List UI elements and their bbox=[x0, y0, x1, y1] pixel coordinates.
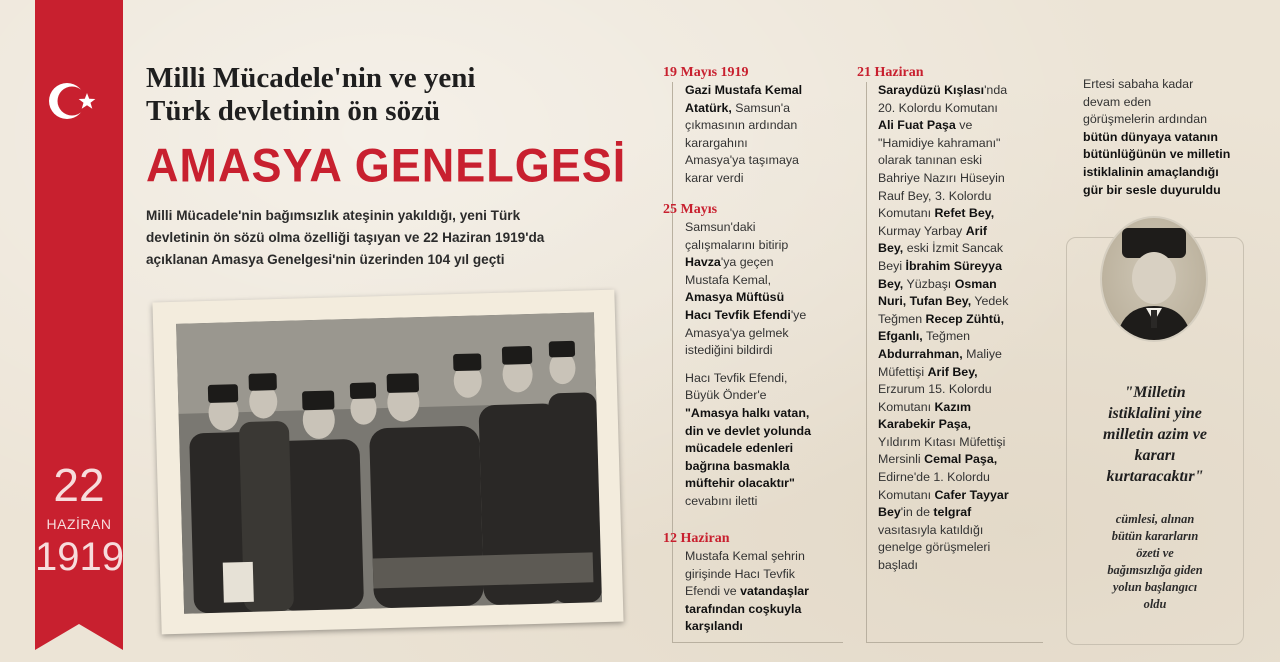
tl-line: tarafından coşkuyla bbox=[685, 601, 802, 616]
intro-paragraph bbox=[146, 205, 586, 271]
tl-line: genelge görüşmeleri bbox=[878, 540, 991, 555]
tl-line: Büyük Önder'e bbox=[685, 388, 767, 403]
quote-caption-line: oldu bbox=[1143, 597, 1167, 611]
tl-line: Efendi ve vatandaşlar bbox=[685, 584, 809, 599]
quote-caption-line: özeti ve bbox=[1136, 546, 1174, 560]
tl-line: karargahını bbox=[685, 135, 748, 150]
tl-line: girişinde Hacı Tevfik bbox=[685, 566, 795, 581]
tl-line: Bey, Yüzbaşı Osman bbox=[878, 276, 997, 291]
tl-line: istediğini bildirdi bbox=[685, 343, 773, 358]
tl-line: Samsun'daki bbox=[685, 220, 756, 234]
subtitle-line-1: Milli Mücadele'nin ve yeni bbox=[146, 62, 476, 94]
subtitle-heading bbox=[146, 62, 616, 128]
tl-line: Amasya'ya taşımaya bbox=[685, 153, 799, 168]
tl-line: görüşmelerin ardından bbox=[1083, 112, 1207, 127]
tl-line: Edirne'de 1. Kolordu bbox=[878, 470, 990, 485]
photo-frame bbox=[152, 290, 623, 635]
timeline-text-25-mayis bbox=[685, 219, 845, 511]
tl-line: vasıtasıyla katıldığı bbox=[878, 522, 984, 537]
quote-line: kurtaracaktır" bbox=[1106, 468, 1204, 485]
tl-line: Hacı Tevfik Efendi'ye bbox=[685, 307, 807, 322]
timeline-date-21-haziran: 21 Haziran bbox=[857, 65, 924, 80]
tl-line: Bahriye Nazırı Hüseyin bbox=[878, 170, 1005, 185]
timeline-text-12-haziran bbox=[685, 548, 845, 636]
ataturk-portrait bbox=[1100, 216, 1208, 342]
quote-line: "Milletin bbox=[1124, 384, 1186, 401]
tl-line: Ertesi sabaha kadar bbox=[1083, 77, 1194, 91]
tl-line: Havza'ya geçen bbox=[685, 255, 774, 270]
tl-line: bütünlüğünün ve milletin bbox=[1083, 147, 1231, 162]
tl-line: karşılandı bbox=[685, 619, 743, 634]
tl-line: çalışmalarını bitirip bbox=[685, 237, 789, 252]
main-title: AMASYA GENELGESİ bbox=[146, 138, 627, 193]
tl-line: olarak tanınan eski bbox=[878, 153, 983, 168]
tl-line: istiklalinin amaçlandığı bbox=[1083, 164, 1219, 179]
tl-line: başladı bbox=[878, 558, 918, 573]
tl-line: Mustafa Kemal şehrin bbox=[685, 549, 805, 563]
tl-line: Müfettişi Arif Bey, bbox=[878, 364, 978, 379]
quote-caption bbox=[1072, 511, 1238, 613]
tl-line: Nuri, Tufan Bey, Yedek bbox=[878, 294, 1009, 309]
historical-photo bbox=[176, 312, 602, 614]
timeline-text-21-haziran bbox=[878, 82, 1043, 575]
right-summary-text bbox=[1083, 76, 1253, 199]
tl-line: Rauf Bey, 3. Kolordu bbox=[878, 188, 992, 203]
date-year: 1919 bbox=[35, 535, 124, 579]
quote-line: kararı bbox=[1134, 447, 1176, 464]
tl-line: Teğmen Recep Zühtü, bbox=[878, 311, 1005, 326]
tl-line: Beyi İbrahim Süreyya bbox=[878, 258, 1002, 273]
tl-line: çıkmasının ardından bbox=[685, 118, 798, 133]
tl-spacer bbox=[685, 360, 845, 370]
date-day: 22 bbox=[53, 459, 105, 511]
timeline-date-25-mayis: 25 Mayıs bbox=[663, 202, 718, 217]
tl-line: Komutanı Refet Bey, bbox=[878, 206, 995, 221]
tl-line: Ali Fuat Paşa ve bbox=[878, 118, 973, 133]
quote-caption-line: yolun başlangıcı bbox=[1112, 580, 1198, 594]
tl-line: mücadele edenleri bbox=[685, 441, 794, 456]
quote-line: istiklalini yine bbox=[1108, 405, 1202, 422]
quote-line: milletin azim ve bbox=[1103, 426, 1207, 443]
date-month: HAZİRAN bbox=[46, 516, 112, 532]
intro-line: Milli Mücadele'nin bağımsızlık ateşinin yakıldığı, yeni Türk bbox=[146, 208, 521, 223]
portrait-illustration bbox=[1102, 218, 1206, 340]
tl-line: Bey, eski İzmit Sancak bbox=[878, 241, 1004, 256]
intro-line: açıklanan Amasya Genelgesi'nin üzerinden 104 yıl geçti bbox=[146, 252, 505, 267]
group-photo-illustration bbox=[176, 312, 602, 614]
tl-line: bütün dünyaya vatanın bbox=[1083, 129, 1218, 144]
tl-line: din ve devlet yolunda bbox=[685, 423, 811, 438]
crescent-star-icon bbox=[47, 76, 97, 126]
tl-line: bağrına basmakla bbox=[685, 458, 790, 473]
tl-line: Efganlı, Teğmen bbox=[878, 329, 971, 344]
tl-line: Erzurum 15. Kolordu bbox=[878, 382, 992, 397]
subtitle-line-2: Türk devletinin ön sözü bbox=[146, 95, 441, 127]
tl-line: Komutanı Cafer Tayyar bbox=[878, 487, 1009, 502]
intro-line: devletinin ön sözü olma özelliği taşıyan ve 22 Haziran 1919'da bbox=[146, 230, 545, 245]
tl-line: müftehir olacaktır" bbox=[685, 476, 795, 491]
timeline-text-19-mayis bbox=[685, 82, 845, 188]
tl-line: Atatürk, Samsun'a bbox=[685, 100, 790, 115]
timeline-date-12-haziran: 12 Haziran bbox=[663, 531, 730, 546]
timeline-date-19-mayis: 19 Mayıs 1919 bbox=[663, 65, 749, 80]
quote-text bbox=[1072, 382, 1238, 487]
quote-caption-line: bağımsızlığa giden bbox=[1107, 563, 1203, 577]
tl-line: "Hamidiye kahramanı" bbox=[878, 135, 1001, 150]
tl-line: karar verdi bbox=[685, 170, 744, 185]
quote-caption-line: bütün kararların bbox=[1111, 529, 1199, 543]
tl-line: Hacı Tevfik Efendi, bbox=[685, 370, 788, 385]
tl-line: Amasya Müftüsü bbox=[685, 290, 785, 305]
tl-line: Mersinli Cemal Paşa, bbox=[878, 452, 998, 467]
tl-line: 20. Kolordu Komutanı bbox=[878, 100, 998, 115]
tl-line: cevabını iletti bbox=[685, 493, 758, 508]
tl-line: Gazi Mustafa Kemal bbox=[685, 83, 803, 97]
tl-line: Saraydüzü Kışlası'nda bbox=[878, 83, 1008, 97]
tl-line: Mustafa Kemal, bbox=[685, 272, 772, 287]
tl-line: Abdurrahman, Maliye bbox=[878, 346, 1002, 361]
tl-line: Komutanı Kazım bbox=[878, 399, 971, 414]
tl-line: Kurmay Yarbay Arif bbox=[878, 223, 988, 238]
tl-line: gür bir sesle duyuruldu bbox=[1083, 182, 1221, 197]
tl-line: devam eden bbox=[1083, 94, 1152, 109]
tl-line: Amasya'ya gelmek bbox=[685, 325, 789, 340]
tl-line: Yıldırım Kıtası Müfettişi bbox=[878, 434, 1006, 449]
tl-line: Bey'in de telgraf bbox=[878, 505, 972, 520]
quote-caption-line: cümlesi, alınan bbox=[1115, 512, 1195, 526]
tl-line: Karabekir Paşa, bbox=[878, 417, 971, 432]
tl-line: "Amasya halkı vatan, bbox=[685, 405, 810, 420]
